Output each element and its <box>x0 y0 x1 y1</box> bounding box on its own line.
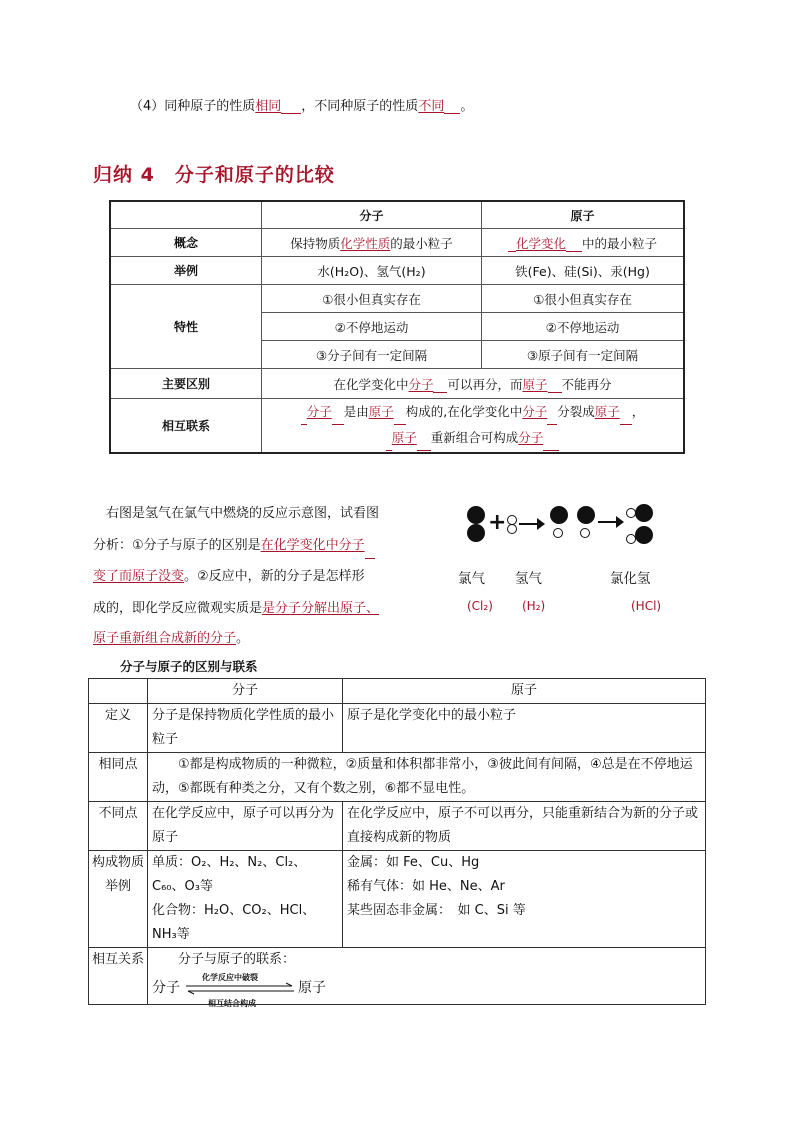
property-molecule-3: ③分子间有一定间隔 <box>262 341 482 369</box>
row-label-examples: 构成物质举例 <box>89 851 148 948</box>
same-points-text: ①都是构成物质的一种微粒，②质量和体积都非常小，③彼此间有间隔，④总是在不停地运动，⑤都既有种类之分，又有个数之别，⑥都不显电性。 <box>148 753 706 802</box>
item-4-line: （4）同种原子的性质相同 ，不同种原子的性质不同 。 <box>130 99 474 114</box>
paragraph-line-4: 成的，即化学反应微观实质是是分子分解出原子、 <box>93 601 380 616</box>
label-chlorine: 氯气 <box>458 571 485 587</box>
example-molecule: 水(H₂O)、氢气(H₂) <box>262 257 482 285</box>
examples-atom: 金属：如 Fe、Cu、Hg 稀有气体：如 He、Ne、Ar 某些固态非金属： 如 C、Si 等 <box>343 851 706 948</box>
header-atom: 原子 <box>343 679 706 704</box>
answer-different: 不同 <box>418 99 445 114</box>
hydrogen-atom-icon <box>580 528 590 538</box>
row-label-relation: 相互联系 <box>110 399 262 453</box>
arrow-bottom-label: 相互结合构成 <box>208 999 256 1008</box>
reaction-arrow-icon <box>598 521 618 523</box>
reaction-arrow-icon <box>519 523 539 525</box>
relation-cell: 分子与原子的联系： 分子 化学反应中破裂 相互结合构成 原子 <box>148 948 706 1005</box>
header-atom: 原子 <box>481 201 684 229</box>
paragraph-line-3: 变了而原子没变。②反应中，新的分子是怎样形 <box>93 569 365 584</box>
row-label-example: 举例 <box>110 257 262 285</box>
row-label-concept: 概念 <box>110 229 262 257</box>
property-molecule-2: ②不停地运动 <box>262 313 482 341</box>
chlorine-atom-icon <box>550 506 568 524</box>
difference-relation-table <box>88 678 706 1008</box>
hydrogen-atom-icon <box>553 528 563 538</box>
answer-same: 相同 <box>255 99 282 114</box>
arrow-top-label: 化学反应中破裂 <box>202 973 258 982</box>
property-atom-3: ③原子间有一定间隔 <box>481 341 684 369</box>
reaction-diagram <box>455 500 685 620</box>
row-label-definition: 定义 <box>89 704 148 753</box>
paragraph-line-1: 右图是氢气在氯气中燃烧的反应示意图，试看图 <box>106 506 380 521</box>
chlorine-atom-icon <box>577 506 595 524</box>
chlorine-atom-icon <box>467 506 485 524</box>
table2-title: 分子与原子的区别与联系 <box>120 659 258 674</box>
label-hydrogen: 氢气 <box>515 571 542 587</box>
relation-molecule: 分子 <box>152 980 180 996</box>
chlorine-atom-icon <box>635 504 653 522</box>
paragraph-line-2: 分析：①分子与原子的区别是在化学变化中分子 <box>93 532 433 559</box>
row-label-property: 特性 <box>110 285 262 369</box>
chlorine-atom-icon <box>467 524 485 542</box>
row-label-difference: 主要区别 <box>110 369 262 399</box>
diff-molecule: 在化学反应中，原子可以再分为原子 <box>148 802 343 851</box>
example-atom: 铁(Fe)、硅(Si)、汞(Hg) <box>481 257 684 285</box>
concept-atom: 化学变化 中的最小粒子 <box>481 229 684 257</box>
section-heading: 归纳 4 分子和原子的比较 <box>93 164 335 186</box>
row-label-relation: 相互关系 <box>89 948 148 1005</box>
difference-text: 在化学变化中分子 可以再分，而原子 不能再分 <box>262 369 685 399</box>
formula-hcl: (HCl) <box>631 599 662 613</box>
plus-sign: + <box>488 510 507 535</box>
property-atom-2: ②不停地运动 <box>481 313 684 341</box>
property-atom-1: ①很小但真实存在 <box>481 285 684 313</box>
examples-molecule: 单质：O₂、H₂、N₂、Cl₂、C₆₀、O₃等 化合物：H₂O、CO₂、HCl、NH₃等 <box>148 851 343 948</box>
definition-atom: 原子是化学变化中的最小粒子 <box>343 704 706 753</box>
row-label-same: 相同点 <box>89 753 148 802</box>
formula-cl2: (Cl₂) <box>467 599 493 613</box>
formula-h2: (H₂) <box>522 599 546 613</box>
hydrogen-atom-icon <box>507 524 517 534</box>
row-label-diff: 不同点 <box>89 802 148 851</box>
chlorine-atom-icon <box>635 526 653 544</box>
property-molecule-1: ①很小但真实存在 <box>262 285 482 313</box>
header-molecule: 分子 <box>262 201 482 229</box>
hydrogen-atom-icon <box>626 534 636 544</box>
definition-molecule: 分子是保持物质化学性质的最小粒子 <box>148 704 343 753</box>
concept-molecule: 保持物质化学性质的最小粒子 <box>262 229 482 257</box>
diff-atom: 在化学反应中，原子不可以再分，只能重新结合为新的分子或直接构成新的物质 <box>343 802 706 851</box>
header-molecule: 分子 <box>148 679 343 704</box>
comparison-table <box>109 200 685 454</box>
relation-atom: 原子 <box>298 980 326 996</box>
paragraph-line-5: 原子重新组合成新的分子。 <box>93 631 250 646</box>
relation-text: 分子 是由原子 构成的,在化学变化中分子 分裂成原子 ， 原子 重新组合可构成分子 <box>262 399 685 453</box>
label-hcl: 氯化氢 <box>610 571 651 587</box>
